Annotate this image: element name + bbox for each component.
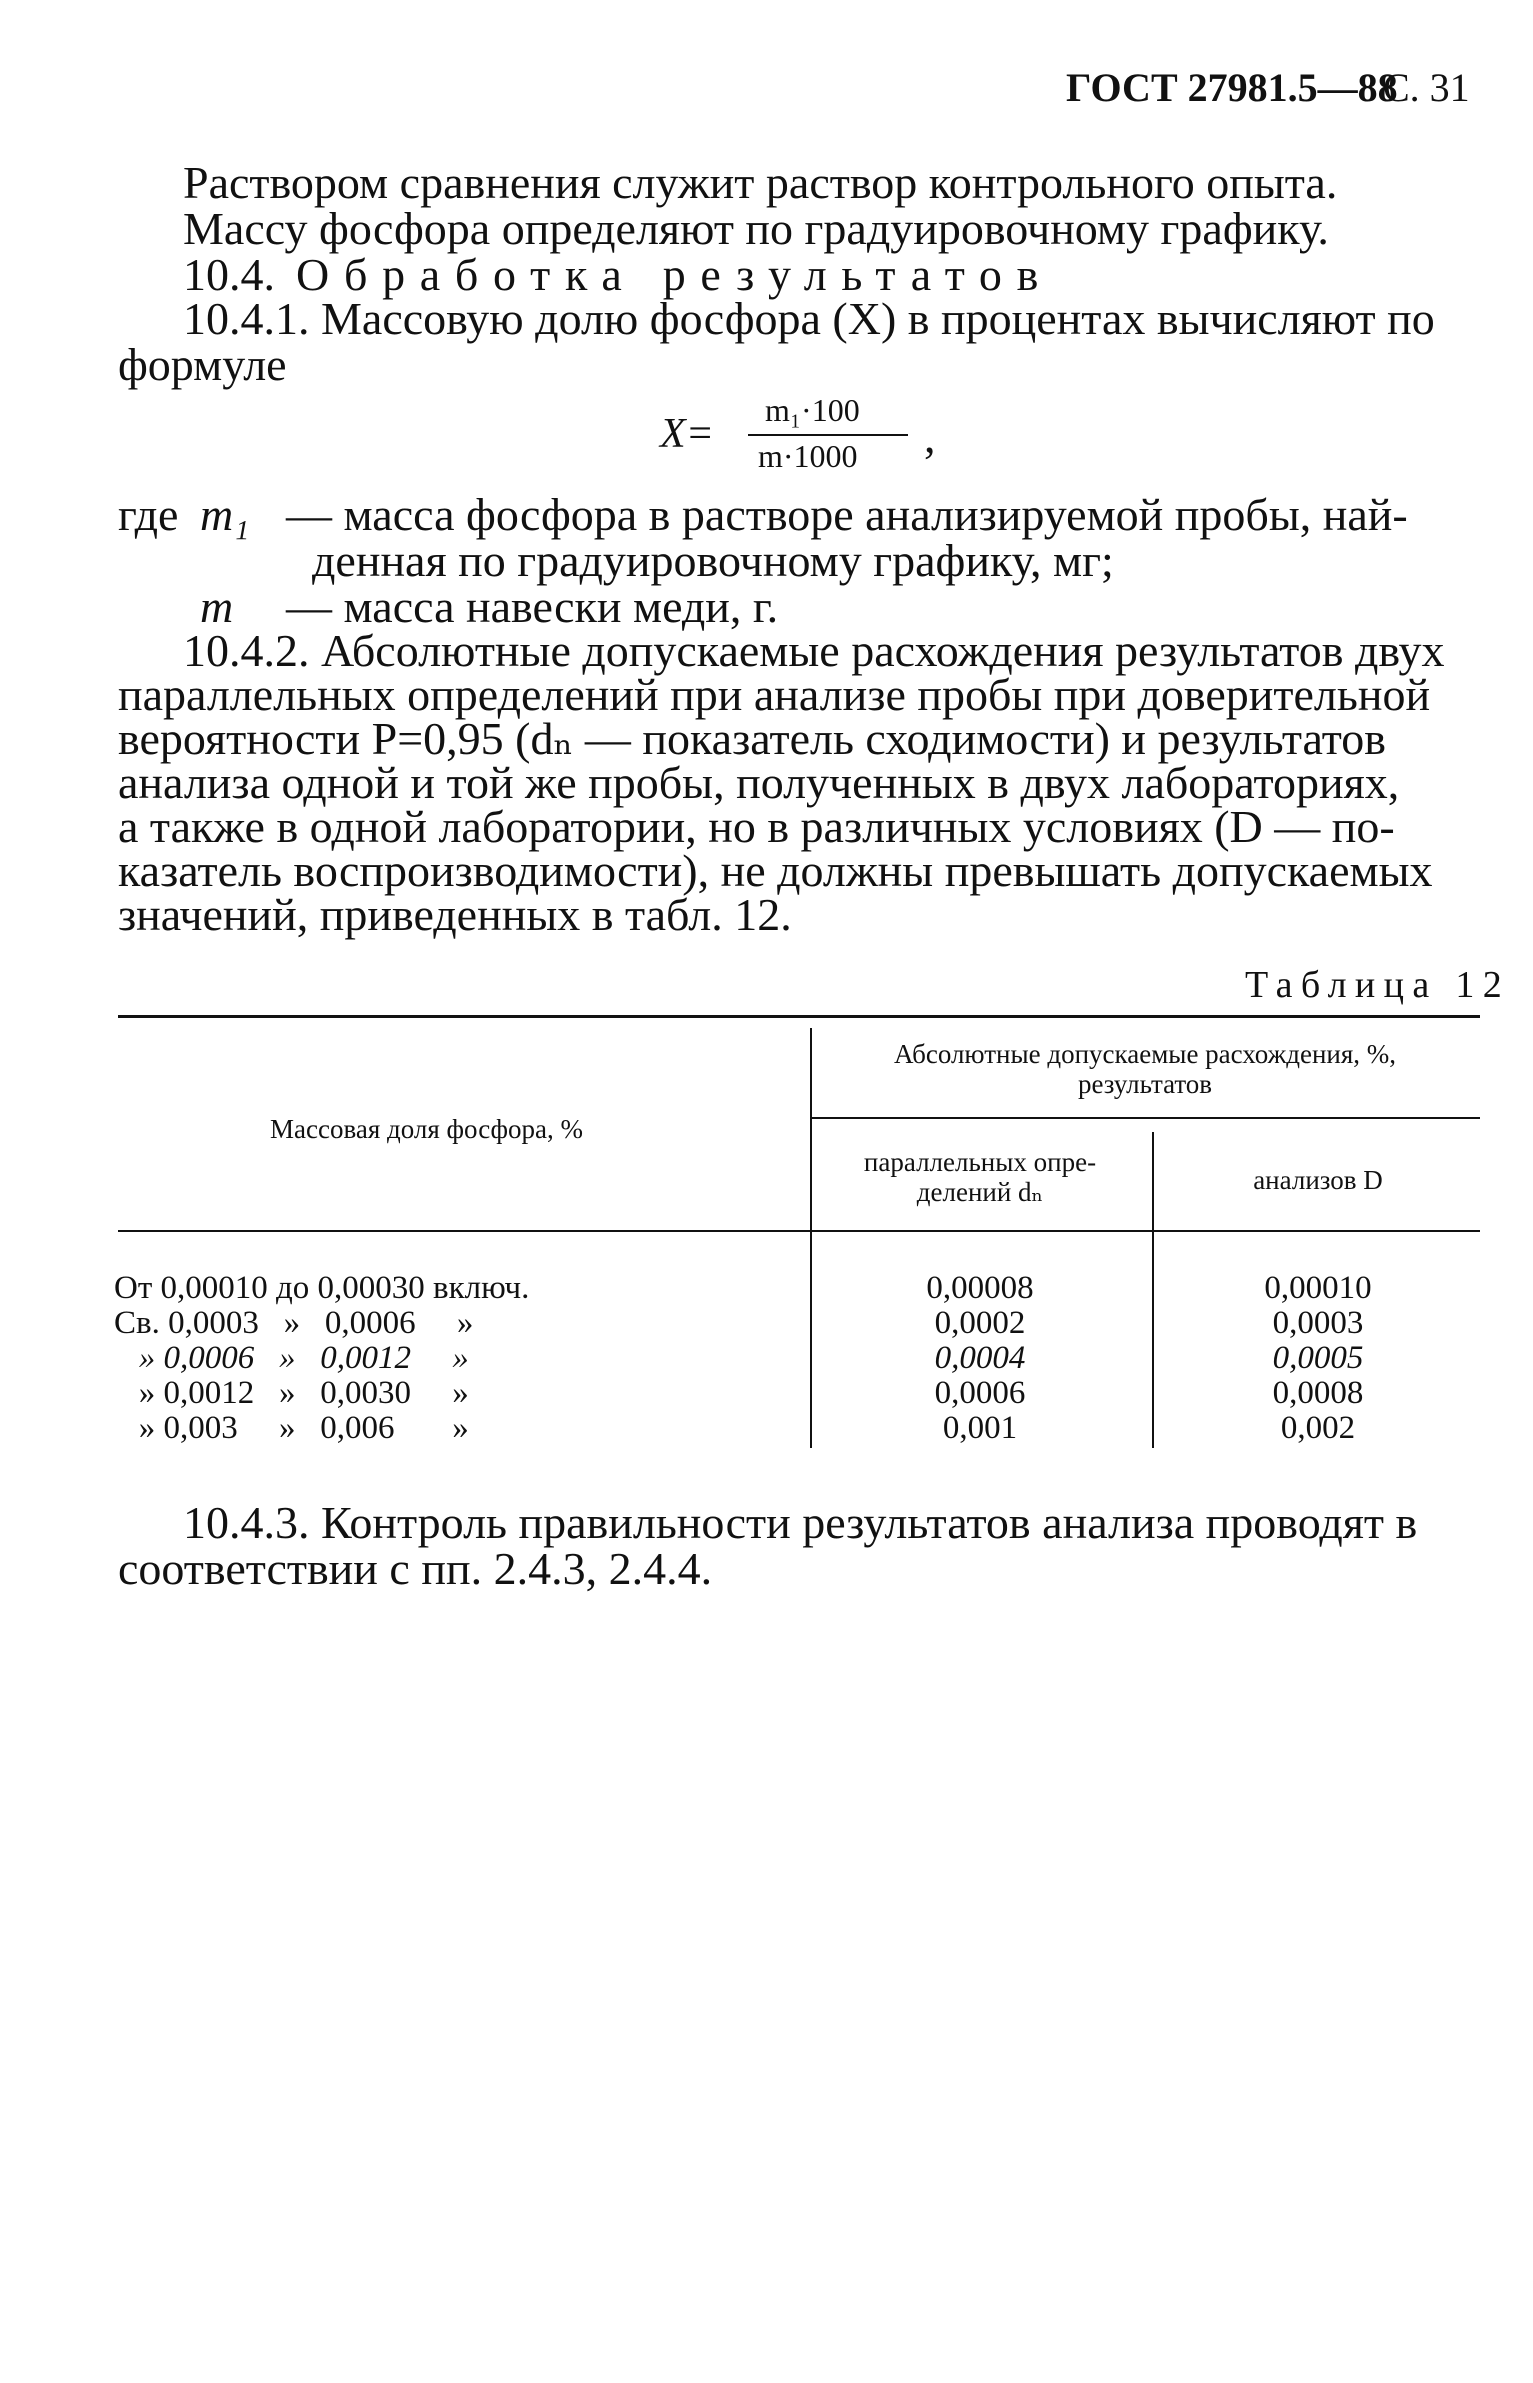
col-header-parallel-line2: делений dₙ [916, 1177, 1044, 1207]
formula-denominator: m·1000 [758, 438, 858, 474]
where-symbol-m: m [200, 581, 234, 632]
table-row-mass: » 0,0012 » 0,0030 » [114, 1375, 469, 1411]
table-col-divider [810, 1028, 812, 1448]
paragraph-tolerance-line: анализа одной и той же пробы, полученных в двух лабораториях, [118, 757, 1400, 808]
formula-comma: , [924, 411, 936, 462]
table-row-D: 0,0008 [1272, 1375, 1364, 1411]
paragraph-formula-intro: 10.4.1. Массовую долю фосфора (X) в процентах вычисляют по [183, 293, 1435, 344]
table-header-rule [118, 1230, 1480, 1232]
paragraph-verification: 10.4.3. Контроль правильности результатов анализа проводят в [183, 1497, 1418, 1548]
col-header-mass: Массовая доля фосфора, % [270, 1114, 583, 1144]
table-col-divider [1152, 1132, 1154, 1448]
document-code: ГОСТ 27981.5—88 [1066, 65, 1398, 110]
formula-numerator: m₁·100 [765, 392, 860, 428]
paragraph-formula-word: формуле [118, 339, 287, 390]
where-m1-definition: — масса фосфора в растворе анализируемой пробы, най- [286, 489, 1408, 540]
table-row-D: 0,0005 [1272, 1340, 1364, 1376]
paragraph-phosphorus-mass: Массу фосфора определяют по градуировочному графику. [183, 203, 1329, 254]
where-symbol-m1: m₁ [200, 489, 250, 540]
table-row-dn: 0,0006 [934, 1375, 1026, 1411]
where-m1-definition-cont: денная по градуировочному графику, мг; [312, 535, 1114, 586]
paragraph-tolerance-line: а также в одной лаборатории, но в различных условиях (D — по- [118, 801, 1395, 852]
table-row-mass: От 0,00010 до 0,00030 включ. [114, 1270, 530, 1306]
table-row-mass: Св. 0,0003 » 0,0006 » [114, 1305, 474, 1341]
col-header-parallel: параллельных опре- [863, 1147, 1097, 1177]
table-caption: Таблица 12 [1245, 964, 1511, 1006]
table-row-mass: » 0,003 » 0,006 » [114, 1410, 469, 1446]
paragraph-tolerance-line: вероятности P=0,95 (dₙ — показатель сходимости) и результатов [118, 713, 1386, 764]
table-row-dn: 0,001 [942, 1410, 1018, 1446]
page-number: С. 31 [1383, 65, 1470, 110]
formula-lhs: X= [660, 411, 714, 457]
section-number: 10.4. [183, 249, 275, 300]
paragraph-tolerance-line: 10.4.2. Абсолютные допускаемые расхождения результатов двух [183, 625, 1445, 676]
col-group-header-line2: результатов [1077, 1069, 1213, 1099]
table-row-dn: 0,0004 [934, 1340, 1026, 1376]
where-m-definition: — масса навески меди, г. [286, 581, 779, 632]
table-row-D: 0,0003 [1272, 1305, 1364, 1341]
table-group-rule [810, 1117, 1480, 1119]
table-row-mass: » 0,0006 » 0,0012 » [114, 1340, 469, 1376]
paragraph-verification-cont: соответствии с пп. 2.4.3, 2.4.4. [118, 1543, 713, 1594]
table-row-D: 0,00010 [1264, 1270, 1372, 1306]
col-group-header: Абсолютные допускаемые расхождения, %, [893, 1039, 1397, 1069]
paragraph-tolerance-line: параллельных определений при анализе пробы при доверительной [118, 669, 1431, 720]
paragraph-reference-solution: Раствором сравнения служит раствор контрольного опыта. [183, 157, 1338, 208]
paragraph-tolerance-line: казатель воспроизводимости), не должны превышать допускаемых [118, 845, 1433, 896]
paragraph-tolerance-line: значений, приведенных в табл. 12. [118, 889, 792, 940]
table-row-dn: 0,00008 [926, 1270, 1034, 1306]
section-title: Обработка результатов [296, 249, 1054, 300]
table-row-dn: 0,0002 [934, 1305, 1026, 1341]
where-lead: где [118, 489, 179, 540]
table-row-D: 0,002 [1280, 1410, 1356, 1446]
table-top-rule [118, 1015, 1480, 1018]
col-header-analyses: анализов D [1253, 1165, 1383, 1195]
fraction-bar [748, 434, 908, 436]
